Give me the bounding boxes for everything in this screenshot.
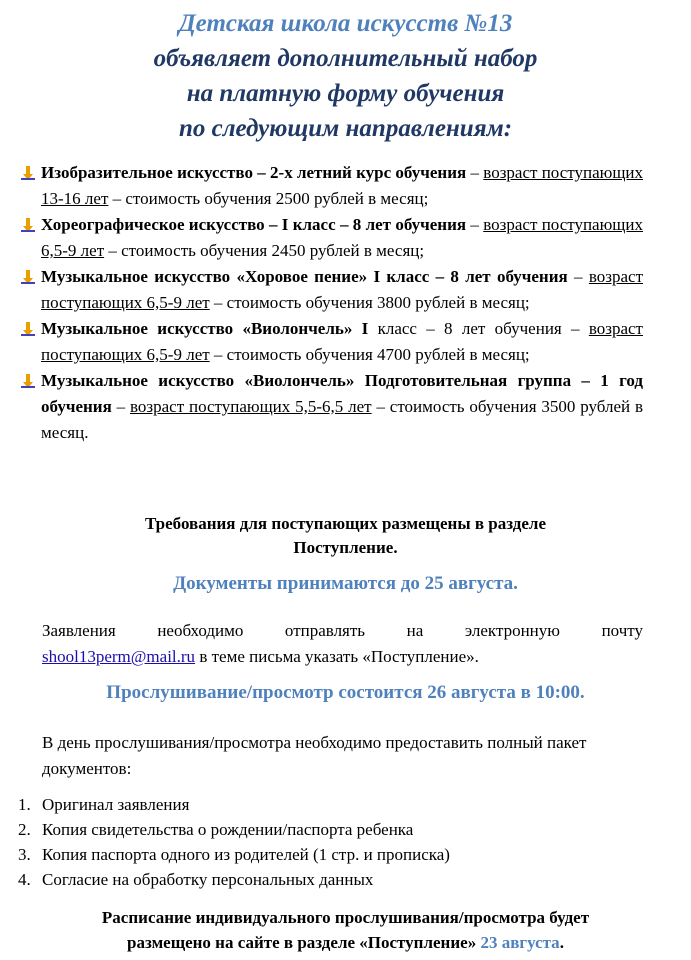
- schedule-note: Расписание индивидуального прослушивания/просмотра будет размещено на сайте в разделе «Поступление» 23 августа.: [101, 908, 590, 952]
- schedule-date: 23 августа: [480, 933, 560, 952]
- documents-deadline: Документы принимаются до 25 августа.: [173, 573, 518, 594]
- list-item: 1. Оригинал заявления: [18, 795, 190, 814]
- arrow-bullet-icon: [21, 270, 35, 284]
- program-title: Изобразительное искусство – 2-х летний курс обучения: [41, 163, 467, 182]
- programs-list: [21, 160, 643, 446]
- program-item: Хореографическое искусство – I класс – 8 лет обучения – возраст поступающих 6,5-9 лет – стоимость обучения 2450 рублей в месяц;: [21, 212, 643, 264]
- program-item: Музыкальное искусство «Хоровое пение» I класс – 8 лет обучения – возраст поступающих 6,5-9 лет – стоимость обучения 3800 рублей в месяц;: [21, 264, 643, 316]
- applications-info: Заявления необходимо отправлять на электронную почту shool13perm@mail.ru в теме письма указать «Поступление».: [42, 621, 643, 666]
- arrow-bullet-icon: [21, 218, 35, 232]
- program-title: Музыкальное искусство «Хоровое пение» I класс – 8 лет обучения: [41, 267, 568, 286]
- announcement-line: объявляет дополнительный набор: [153, 45, 538, 72]
- list-item: 3. Копия паспорта одного из родителей (1 стр. и прописка): [18, 845, 450, 864]
- program-item: Музыкальное искусство «Виолончель» Подготовительная группа – 1 год обучения – возраст поступающих 5,5-6,5 лет – стоимость обучения 3500 рублей в месяц.: [21, 368, 643, 446]
- school-title: Детская школа искусств №13: [178, 10, 513, 37]
- email-link[interactable]: shool13perm@mail.ru: [42, 647, 196, 666]
- price: – стоимость обучения 2450 рублей в месяц;: [104, 241, 425, 260]
- arrow-bullet-icon: [21, 166, 35, 180]
- program-title: Музыкальное искусство «Виолончель» Подготовительная группа – 1 год обучения: [41, 371, 643, 416]
- price: – стоимость обучения 4700 рублей в месяц;: [209, 345, 530, 364]
- list-item: 2. Копия свидетельства о рождении/паспорта ребенка: [18, 820, 414, 839]
- age-range: возраст поступающих 13-16 лет: [41, 163, 644, 208]
- arrow-bullet-icon: [21, 374, 35, 388]
- list-item: 4. Согласие на обработку персональных данных: [18, 870, 374, 889]
- announcement-line: по следующим направлениям:: [178, 115, 513, 142]
- program-title: Музыкальное искусство «Виолончель» I: [41, 319, 369, 338]
- arrow-bullet-icon: [21, 322, 35, 336]
- program-title: Хореографическое искусство – I класс – 8 лет обучения: [41, 215, 467, 234]
- program-item: Музыкальное искусство «Виолончель» I класс – 8 лет обучения – возраст поступающих 6,5-9 лет – стоимость обучения 4700 рублей в месяц;: [21, 316, 643, 368]
- requirements-note: Требования для поступающих размещены в разделе Поступление.: [144, 514, 547, 557]
- audition-day-info: В день прослушивания/просмотра необходимо предоставить полный пакет документов:: [42, 733, 587, 778]
- audition-date: Прослушивание/просмотр состоится 26 августа в 10:00.: [106, 682, 585, 703]
- required-documents-list: [18, 792, 638, 892]
- price: – стоимость обучения 3800 рублей в месяц;: [209, 293, 530, 312]
- price: – стоимость обучения 2500 рублей в месяц;: [108, 189, 429, 208]
- announcement-line: на платную форму обучения: [186, 80, 505, 107]
- age-range: возраст поступающих 6,5-9 лет: [41, 267, 644, 312]
- age-range: возраст поступающих 6,5-9 лет: [41, 215, 643, 260]
- age-range: возраст поступающих 6,5-9 лет: [41, 319, 643, 364]
- price: – стоимость обучения 3500 рублей в месяц.: [41, 397, 643, 442]
- program-item: Изобразительное искусство – 2-х летний курс обучения – возраст поступающих 13-16 лет – стоимость обучения 2500 рублей в месяц;: [21, 160, 643, 212]
- age-range: возраст поступающих 5,5-6,5 лет: [129, 397, 372, 416]
